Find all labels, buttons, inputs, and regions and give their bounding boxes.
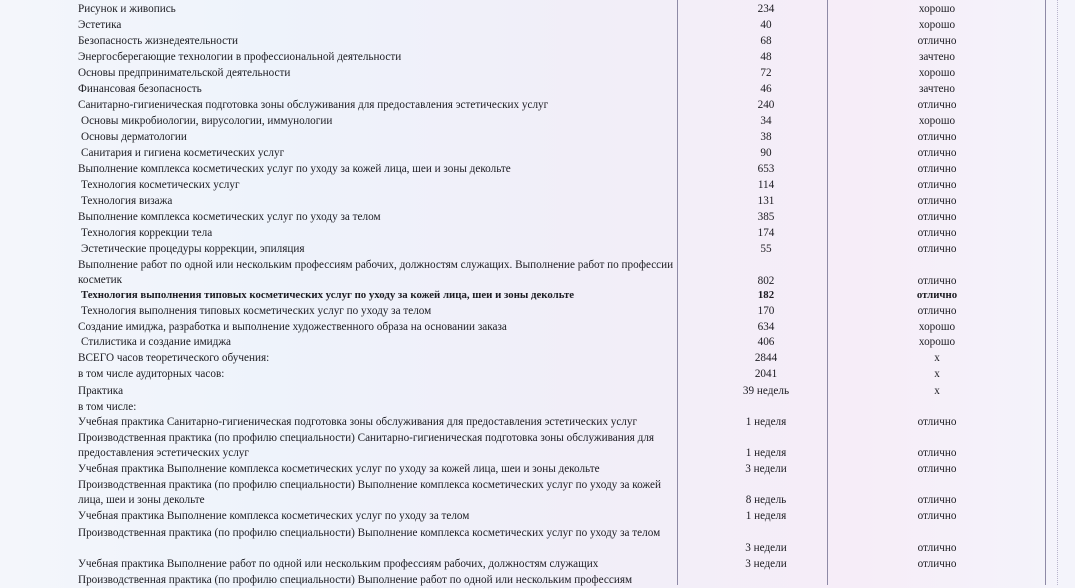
subject-name: Производственная практика (по профилю специальности) Санитарно-гигиеническая подготовка зоны обслуживания для предоставления эстетических услуг [78,432,655,459]
subject-name: Учебная практика Выполнение комплекса косметических услуг по уходу за телом [78,510,470,522]
subject-name: Основы дерматологии [81,131,187,143]
hours-value: 385 [757,211,775,223]
subject-name: Учебная практика Выполнение работ по одной или нескольким профессиям рабочих, должностям служащих [78,558,599,570]
hours-value: 34 [760,115,772,127]
hours-value: 406 [757,336,775,348]
hours-value: 3 недели [745,542,787,554]
grade-value: отлично [917,195,957,207]
subject-name: Выполнение работ по одной или нескольким профессиям рабочих, должностям служащих. Выполнение работ по профессии косметик [78,259,674,286]
hours-value: 39 недель [742,385,790,397]
grade-value: отлично [917,305,957,317]
grade-value: отлично [917,542,957,554]
subject-name: Выполнение комплекса косметических услуг по уходу за кожей лица, шеи и зоны декольте [78,163,511,175]
table-row [0,258,1075,289]
subject-name: Учебная практика Санитарно-гигиеническая подготовка зоны обслуживания для предоставления эстетических услуг [78,416,638,428]
table-row [0,431,1075,462]
hours-value: 653 [757,163,775,175]
subject-name: Производственная практика (по профилю специальности) Выполнение работ по одной или нескольким профессиям [78,574,633,586]
subject-name: ВСЕГО часов теоретического обучения: [78,352,270,364]
subject-name: Технология коррекции тела [81,227,213,239]
grade-value: отлично [917,163,957,175]
hours-value: 1 неделя [745,510,787,522]
grade-value: отлично [917,463,957,475]
grade-value: отлично [917,211,957,223]
subject-name: Основы микробиологии, вирусологии, иммунологии [81,115,333,127]
subject-name: Эстетика [78,19,122,31]
grade-value: отлично [917,494,957,506]
grade-value: отлично [917,99,957,111]
grade-value: отлично [917,447,957,459]
hours-value: 8 недель [745,494,787,506]
hours-value: 38 [760,131,772,143]
subject-name: Санитарно-гигиеническая подготовка зоны обслуживания для предоставления эстетических услуг [78,99,549,111]
hours-value: 131 [757,195,775,207]
subject-name: Выполнение комплекса косметических услуг по уходу за телом [78,211,381,223]
hours-value: 55 [760,243,772,255]
grade-value: отлично [917,510,957,522]
hours-value: 240 [757,99,775,111]
hours-value: 48 [760,51,772,63]
grade-value: х [934,385,940,397]
grade-value: х [934,352,940,364]
grade-value: отлично [917,131,957,143]
subject-name: Рисунок и живопись [78,3,176,15]
grade-value: зачтено [919,83,955,95]
hours-value: 802 [757,275,775,287]
subject-name: Технология выполнения типовых косметических услуг по уходу за телом [81,305,432,317]
subject-name: Безопасность жизнедеятельности [78,35,238,47]
grade-value: отлично [917,227,957,239]
hours-value: 1 неделя [745,447,787,459]
grade-value: отлично [917,558,957,570]
grade-value: хорошо [918,67,956,79]
table-row [0,478,1075,509]
grade-value: зачтено [919,51,955,63]
subject-name: в том числе: [78,401,137,413]
subject-name: Энергосберегающие технологии в профессиональной деятельности [78,51,402,63]
subject-name: Производственная практика (по профилю специальности) Выполнение комплекса косметических услуг по уходу за кожей лица, шеи и зоны декольте [78,479,661,506]
grade-value: отлично [917,179,957,191]
subject-name: Эстетические процедуры коррекции, эпиляция [81,243,305,255]
subject-name: Учебная практика Выполнение комплекса косметических услуг по уходу за кожей лица, шеи и зоны декольте [78,463,600,475]
subject-name: в том числе аудиторных часов: [78,368,225,380]
grade-value: отлично [916,289,958,301]
subject-name: Технология косметических услуг [81,179,240,191]
subject-name: Санитария и гигиена косметических услуг [81,147,285,159]
hours-value: 40 [760,19,772,31]
grade-value: отлично [917,416,957,428]
hours-value: 174 [757,227,775,239]
hours-value: 182 [757,289,775,301]
grade-value: хорошо [918,321,956,333]
subject-name: Технология визажа [81,195,173,207]
grade-value: хорошо [918,3,956,15]
grade-value: х [934,368,940,380]
hours-value: 170 [757,305,775,317]
hours-value: 72 [760,67,772,79]
subject-name: Технология выполнения типовых косметических услуг по уходу за кожей лица, шеи и зоны декольте [81,289,575,301]
hours-value: 634 [757,321,775,333]
subject-name: Стилистика и создание имиджа [81,336,232,348]
hours-value: 1 неделя [745,416,787,428]
hours-value: 114 [757,179,775,191]
hours-value: 2844 [754,352,778,364]
subject-name: Производственная практика (по профилю специальности) Выполнение комплекса косметических услуг по уходу за телом [78,527,661,539]
hours-value: 68 [760,35,772,47]
grade-value: хорошо [918,115,956,127]
hours-value: 2041 [754,368,778,380]
grade-value: хорошо [918,19,956,31]
hours-value: 3 недели [745,463,787,475]
subject-name: Основы предпринимательской деятельности [78,67,291,79]
hours-value: 234 [757,3,775,15]
table-row [0,526,1075,557]
subject-name: Практика [78,385,124,397]
hours-value: 3 недели [745,558,787,570]
grade-value: хорошо [918,336,956,348]
subject-name: Финансовая безопасность [78,83,202,95]
grade-value: отлично [917,35,957,47]
grade-value: отлично [917,243,957,255]
hours-value: 46 [760,83,772,95]
subject-name: Создание имиджа, разработка и выполнение художественного образа на основании заказа [78,321,507,333]
hours-value: 90 [760,147,772,159]
grade-value: отлично [917,275,957,287]
grade-value: отлично [917,147,957,159]
